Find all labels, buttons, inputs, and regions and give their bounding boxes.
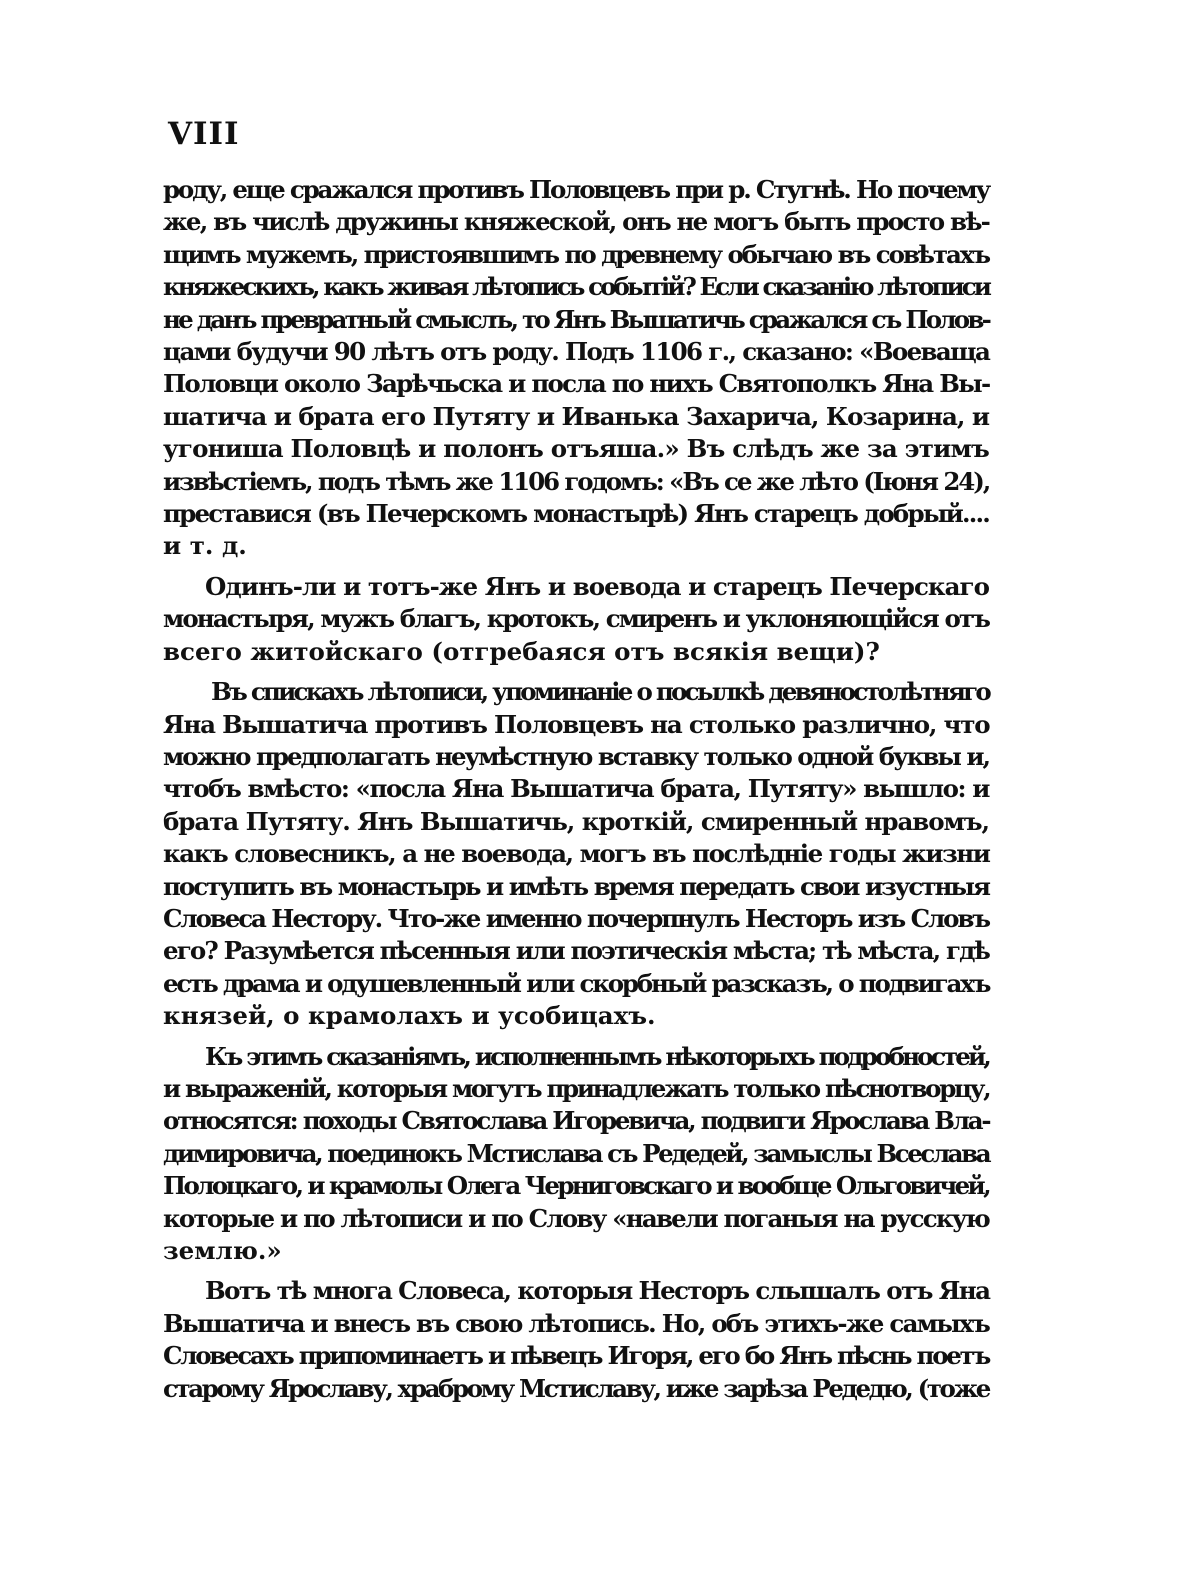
- body-text: [163, 174, 989, 1405]
- text-line: относятся: походы Святослава Игоревича, подвиги Ярослава Вла-: [163, 1106, 990, 1136]
- paragraph-1: [163, 174, 989, 563]
- text-line: монастыря, мужъ благъ, кротокъ, смиренъ и уклоняющійся отъ: [163, 604, 990, 634]
- text-line: Яна Вышатича противъ Половцевъ на столько различно, что: [163, 709, 990, 739]
- text-line: преставися (въ Печерскомъ монастырѣ) Янъ старецъ добрый....: [163, 499, 989, 529]
- text-line: извѣстіемъ, подъ тѣмъ же 1106 годомъ: «Въ се же лѣто (Іюня 24),: [163, 466, 990, 496]
- text-line: Словесахъ припоминаетъ и пѣвецъ Игоря, его бо Янъ пѣснь поетъ: [163, 1341, 989, 1371]
- text-line: Словеса Нестору. Что-же именно почерпнулъ Несторъ изъ Словъ: [163, 903, 989, 933]
- text-line: княжескихъ, какъ живая лѣтопись событій? Если сказанію лѣтописи: [163, 272, 989, 302]
- text-line: Одинъ-ли и тотъ-же Янъ и воевода и старецъ Печерскаго: [205, 571, 989, 601]
- text-line: щимъ мужемъ, пристоявшимъ по древнему обычаю въ совѣтахъ: [163, 239, 989, 269]
- text-line: шатича и брата его Путяту и Иванька Захарича, Козарина, и: [163, 401, 989, 431]
- text-line: можно предполагать неумѣстную вставку только одной буквы и,: [163, 741, 989, 771]
- text-line: Вотъ тѣ многа Словеса, которыя Несторъ слышалъ отъ Яна: [205, 1276, 990, 1306]
- paragraph-4: [163, 1041, 989, 1268]
- text-line: же, въ числѣ дружины княжеской, онъ не могъ быть просто вѣ-: [163, 207, 989, 237]
- paragraph-3: [163, 676, 989, 1032]
- text-line: старому Ярославу, храброму Мстиславу, иже зарѣза Редедю, (тоже: [163, 1373, 989, 1403]
- text-line: всего житойскаго (отгребаяся отъ всякія вещи)?: [163, 636, 880, 666]
- text-line: брата Путяту. Янъ Вышатичь, кроткій, смиренный нравомъ,: [163, 806, 989, 836]
- text-line: землю.»: [163, 1236, 282, 1265]
- text-line: угониша Половцѣ и полонъ отъяша.» Въ слѣдъ же за этимъ: [163, 434, 990, 464]
- text-line: которые и по лѣтописи и по Слову «навели поганыя на русскую: [163, 1203, 989, 1233]
- text-line: какъ словесникъ, а не воевода, могъ въ послѣдніе годы жизни: [163, 839, 990, 869]
- text-line: димировича, поединокъ Мстислава съ Редедей, замыслы Всеслава: [163, 1138, 990, 1168]
- text-line: Полоцкаго, и крамолы Олега Черниговскаго и вообще Ольговичей,: [163, 1171, 989, 1201]
- text-line: роду, еще сражался противъ Половцевъ при р. Стугнѣ. Но почему: [163, 175, 989, 204]
- text-line: князей, о крамолахъ и усобицахъ.: [163, 1001, 656, 1031]
- text-line: Къ этимъ сказаніямъ, исполненнымъ нѣкоторыхъ подробностей,: [205, 1041, 989, 1071]
- text-line: Вышатича и внесъ въ свою лѣтопись. Но, объ этихъ-же самыхъ: [163, 1308, 989, 1338]
- text-line: цами будучи 90 лѣтъ отъ роду. Подъ 1106 г., сказано: «Воеваща: [163, 337, 990, 367]
- paragraph-2: [163, 571, 989, 668]
- text-line: Въ спискахъ лѣтописи, упоминаніе о посылкѣ девяностолѣтняго: [211, 677, 989, 707]
- text-line: чтобъ вмѣсто: «посла Яна Вышатича брата, Путяту» вышло: и: [163, 774, 989, 804]
- text-line: есть драма и одушевленный или скорбный разсказъ, о подвигахъ: [163, 968, 990, 998]
- text-line: и выраженій, которыя могутъ принадлежать только пѣснотворцу,: [163, 1073, 990, 1103]
- text-line: не данъ превратный смыслъ, то Янъ Вышатичь сражался съ Полов-: [163, 304, 990, 334]
- text-line: поступить въ монастырь и имѣть время передать свои изустныя: [163, 871, 989, 901]
- page-number: VIII: [168, 116, 240, 152]
- text-line: и т. д.: [163, 531, 247, 561]
- text-line: его? Разумѣется пѣсенныя или поэтическія мѣста; тѣ мѣста, гдѣ: [163, 936, 989, 966]
- paragraph-5: [163, 1275, 989, 1405]
- text-line: Половци около Зарѣчьска и посла по нихъ Святополкъ Яна Вы-: [163, 369, 990, 399]
